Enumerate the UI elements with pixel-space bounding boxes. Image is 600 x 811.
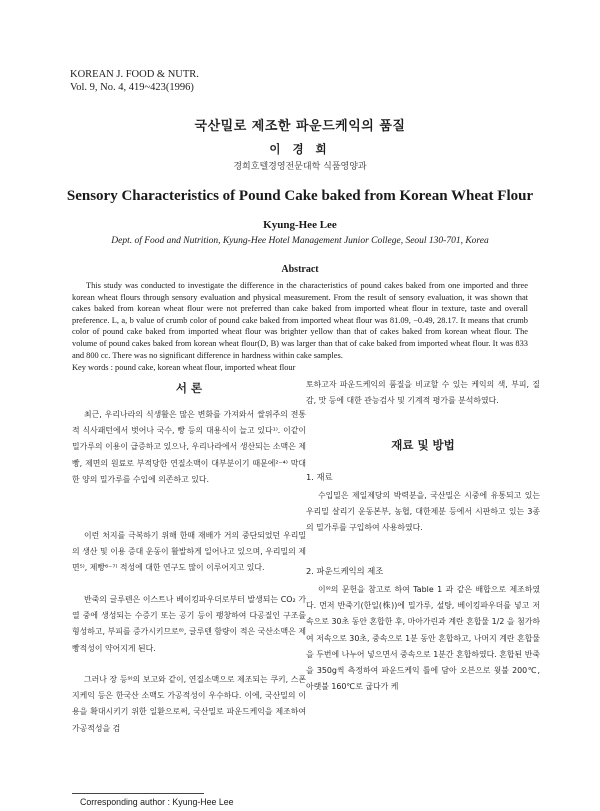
korean-title: 국산밀로 제조한 파운드케익의 품질 (194, 119, 406, 134)
preparation-body: 이⁹⁾의 문헌을 참고로 하여 Table 1 과 같은 배합으로 제조하였다. 먼저 반죽기(한일(株))에 밀가루, 설탕, 베이킹파우더를 넣고 저속으로 30초 동안 혼합한 후, 마아가린과 계란 혼합물 1/2 을 첨가하여 저속으로 30초, 중속으로 1분 동안 혼합하고, 나머지 계란 혼합물을 두번에 나누어 넣으면서 중속으로 1분간 혼합하였다. 혼합된 반죽을 350g씩 측정하여 파운드케익 틀에 담아 오븐으로 윗불 200℃, 아랫불 160℃로 굽다가 케 (306, 585, 540, 692)
intro-paragraph-2: 이런 처지를 극복하기 위해 한때 재배가 거의 중단되었던 우리밀의 생산 및 이용 증대 운동이 활발하게 일어나고 있으며, 우리밀의 제면⁵⁾, 제빵⁶⁻⁷⁾ 적성에 대한 연구도 많이 이루어지고 있다. (72, 531, 306, 573)
preparation-subheading: 2. 파운드케익의 제조 (306, 566, 384, 576)
keywords: Key words : pound cake, korean wheat flour, imported wheat flour (72, 363, 296, 372)
corresponding-author-footnote: Corresponding author : Kyung-Hee Lee (80, 797, 234, 807)
methods-heading: 재료 및 방법 (391, 438, 455, 452)
footnote-rule (72, 793, 204, 794)
english-author: Kyung-Hee Lee (263, 219, 337, 231)
materials-subheading: 1. 재료 (306, 472, 333, 482)
introduction-heading: 서 론 (175, 381, 203, 395)
intro-paragraph-3: 반죽의 글루텐은 이스트나 베이킹파우더로부터 발생되는 CO₂ 가열 중에 생성되는 수증기 또는 공기 등이 팽창하여 다공질인 구조를 형성하고, 부피를 증가시키므로⁸⁾, 글루텐 함량이 적은 국산소맥은 제빵적성이 약어지게 된다. (72, 595, 306, 653)
abstract-heading: Abstract (281, 264, 319, 275)
materials-body: 수입밀은 제일제당의 박력분을, 국산밀은 시중에 유통되고 있는 우리밀 살리기 운동본부, 농협, 대한제분 등에서 시판하고 있는 3종의 밀가루를 구입하여 사용하였다. (306, 491, 540, 533)
korean-author: 이 경 희 (269, 142, 331, 156)
right-continued-paragraph: 토하고자 파운드케익의 품질을 비교할 수 있는 케익의 색, 부피, 질감, 맛 등에 대한 관능검사 및 기계적 평가를 분석하였다. (306, 380, 540, 406)
english-title: Sensory Characteristics of Pound Cake baked from Korean Wheat Flour (66, 188, 534, 204)
korean-affiliation: 경희호텔경영전문대학 식품영양과 (233, 162, 367, 172)
intro-paragraph-4: 그러나 장 등⁹⁾의 보고와 같이, 연질소맥으로 제조되는 쿠키, 스폰지케익 등은 한국산 소맥도 가공적성이 우수하다. 이에, 국산밀의 이용을 확대시키기 위한 일환으로써, 국산밀로 파운드케익을 제조하여 가공적성을 검 (72, 675, 306, 733)
journal-header (70, 68, 199, 94)
english-affiliation: Dept. of Food and Nutrition, Kyung-Hee Hotel Management Junior College, Seoul 130-701, Korea (111, 236, 489, 246)
intro-paragraph-1: 최근, 우리나라의 식생활은 많은 변화를 가져와서 쌀위주의 전통적 식사패턴에서 벗어나 국수, 빵 등의 대용식이 늘고 있다¹⁾. 이같이 밀가루의 이용이 급증하고 있으나, 우리나라에서 생산되는 소맥은 제빵, 제면의 원료로 부적당한 연질소맥이 대부분이기 때문에²⁻⁴⁾ 막대한 양의 밀가루를 수입에 의존하고 있다. (72, 410, 306, 484)
journal-volume: Vol. 9, No. 4, 419~423(1996) (70, 82, 194, 93)
abstract-body: This study was conducted to investigate the difference in the characteristics of pound cakes baked from one imported and three korean wheat flours through sensory evaluation and physical measurement. From the result of sensory evaluation, it was shown that cakes baked from korean wheat flour were not preferred than cake baked from imported wheat flour in texture, taste and overall preference. L, a, b value of crumb color of pound cake baked from imported wheat flour was 81.09, −0.49, 28.17. It means that crumb color of pound cake baked from imported wheat flour was brighter yellow than that of cakes baked from korean wheat flour. The volume of pound cakes baked from korean wheat flour(D, B) was larger than that of cake baked from imported wheat flour. It was 833 and 800 cc. There was no significant difference in hardness within cake samples. (72, 281, 528, 360)
journal-name: KOREAN J. FOOD & NUTR. (70, 69, 199, 80)
